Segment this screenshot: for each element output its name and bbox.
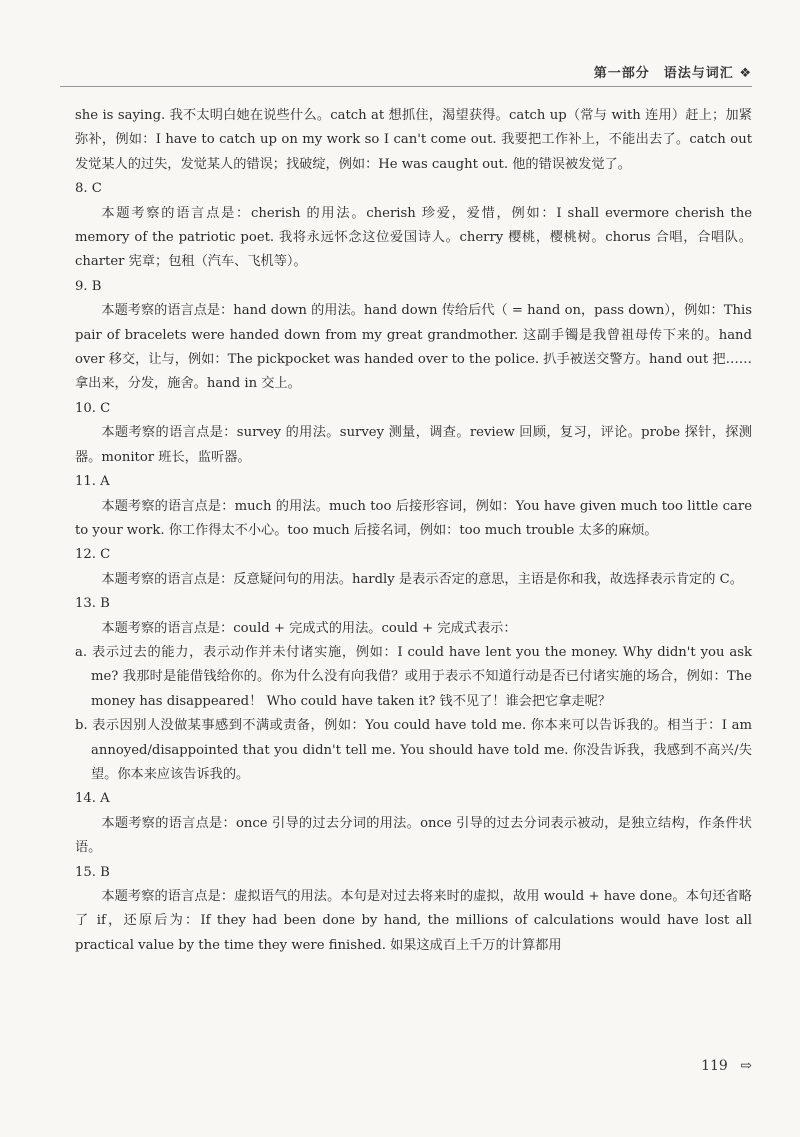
answer-number-9: 9. B — [75, 278, 102, 294]
answer-number-12: 12. C — [75, 547, 111, 563]
page-footer — [701, 1058, 752, 1074]
explanation-13: 本题考察的语言点是：could + 完成式的用法。could + 完成式表示： — [101, 620, 517, 636]
explanation-13-b: b. 表示因别人没做某事感到不满或责备，例如：You could have told me. 你本来可以告诉我的。相当于：I am annoyed/disappointed that you didn't tell me. You should have told me. 你没告诉我，我感到不高兴/失望。你本来应该告诉我的。 — [75, 718, 752, 782]
diamond-icon: ❖ — [739, 66, 752, 81]
explanation-13-a: a. 表示过去的能力，表示动作并未付诸实施，例如：I could have lent you the money. Why didn't you ask me? 我那时是能借钱给你的。你为什么没有向我借？或用于表示不知道行动是否已付诸实施的场合，例如：The money has disappeared！ Who could have taken it? 钱不见了！谁会把它拿走呢？ — [75, 644, 752, 709]
explanation-14: 本题考察的语言点是：once 引导的过去分词的用法。once 引导的过去分词表示被动，是独立结构，作条件状语。 — [75, 815, 752, 856]
explanation-8: 本题考察的语言点是：cherish 的用法。cherish 珍爱，爱惜，例如：I shall evermore cherish the memory of the patriotic poet. 我将永远怀念这位爱国诗人。cherry 樱桃，樱桃树。chorus 合唱，合唱队。charter 宪章；包租（汽车、飞机等）。 — [75, 205, 752, 270]
answer-number-15: 15. B — [75, 864, 110, 880]
body-content — [75, 104, 752, 958]
running-header — [0, 62, 752, 81]
answer-number-11: 11. A — [75, 474, 110, 490]
answer-number-10: 10. C — [75, 400, 111, 416]
answer-number-14: 14. A — [75, 791, 110, 807]
explanation-11: 本题考察的语言点是：much 的用法。much too 后接形容词，例如：You have given much too little care to your work. 你工作得太不小心。too much 后接名词，例如：too much trouble 太多的麻烦。 — [75, 498, 752, 538]
answer-number-8: 8. C — [75, 181, 102, 197]
explanation-10: 本题考察的语言点是：survey 的用法。survey 测量，调查。review 回顾，复习，评论。probe 探针，探测器。monitor 班长，监听器。 — [75, 425, 752, 465]
explanation-12: 本题考察的语言点是：反意疑问句的用法。hardly 是表示否定的意思，主语是你和我，故选择表示肯定的 C。 — [101, 571, 743, 587]
answer-number-13: 13. B — [75, 596, 110, 612]
header-title: 第一部分 语法与词汇 — [593, 66, 734, 81]
next-arrow-icon: ⇨ — [740, 1058, 752, 1074]
explanation-9: 本题考察的语言点是：hand down 的用法。hand down 传给后代（ = hand on，pass down），例如：This pair of bracelets were handed down from my great grandmother. 这副手镯是我曾祖母传下来的。hand over 移交，让与，例如：The pickpocket was handed over to the police. 扒手被送交警方。hand out 把……拿出来，分发，施舍。hand in 交上。 — [75, 303, 752, 392]
explanation-15: 本题考察的语言点是：虚拟语气的用法。本句是对过去将来时的虚拟，故用 would + have done。本句还省略了 if，还原后为：If they had been done by hand, the millions of calculations would have lost all practical value by the time they were finished. 如果这成百上千万的计算都用 — [75, 889, 752, 953]
header-rule — [60, 86, 752, 87]
page-number: 119 — [701, 1058, 728, 1074]
paragraph-0: she is saying. 我不太明白她在说些什么。catch at 想抓住，渴望获得。catch up（常与 with 连用）赶上；加紧弥补，例如：I have to catch up on my work so I can't come out. 我要把工作补上，不能出去了。catch out 发觉某人的过失，发觉某人的错误；找破绽，例如：He was caught out. 他的错误被发觉了。 — [75, 108, 752, 172]
